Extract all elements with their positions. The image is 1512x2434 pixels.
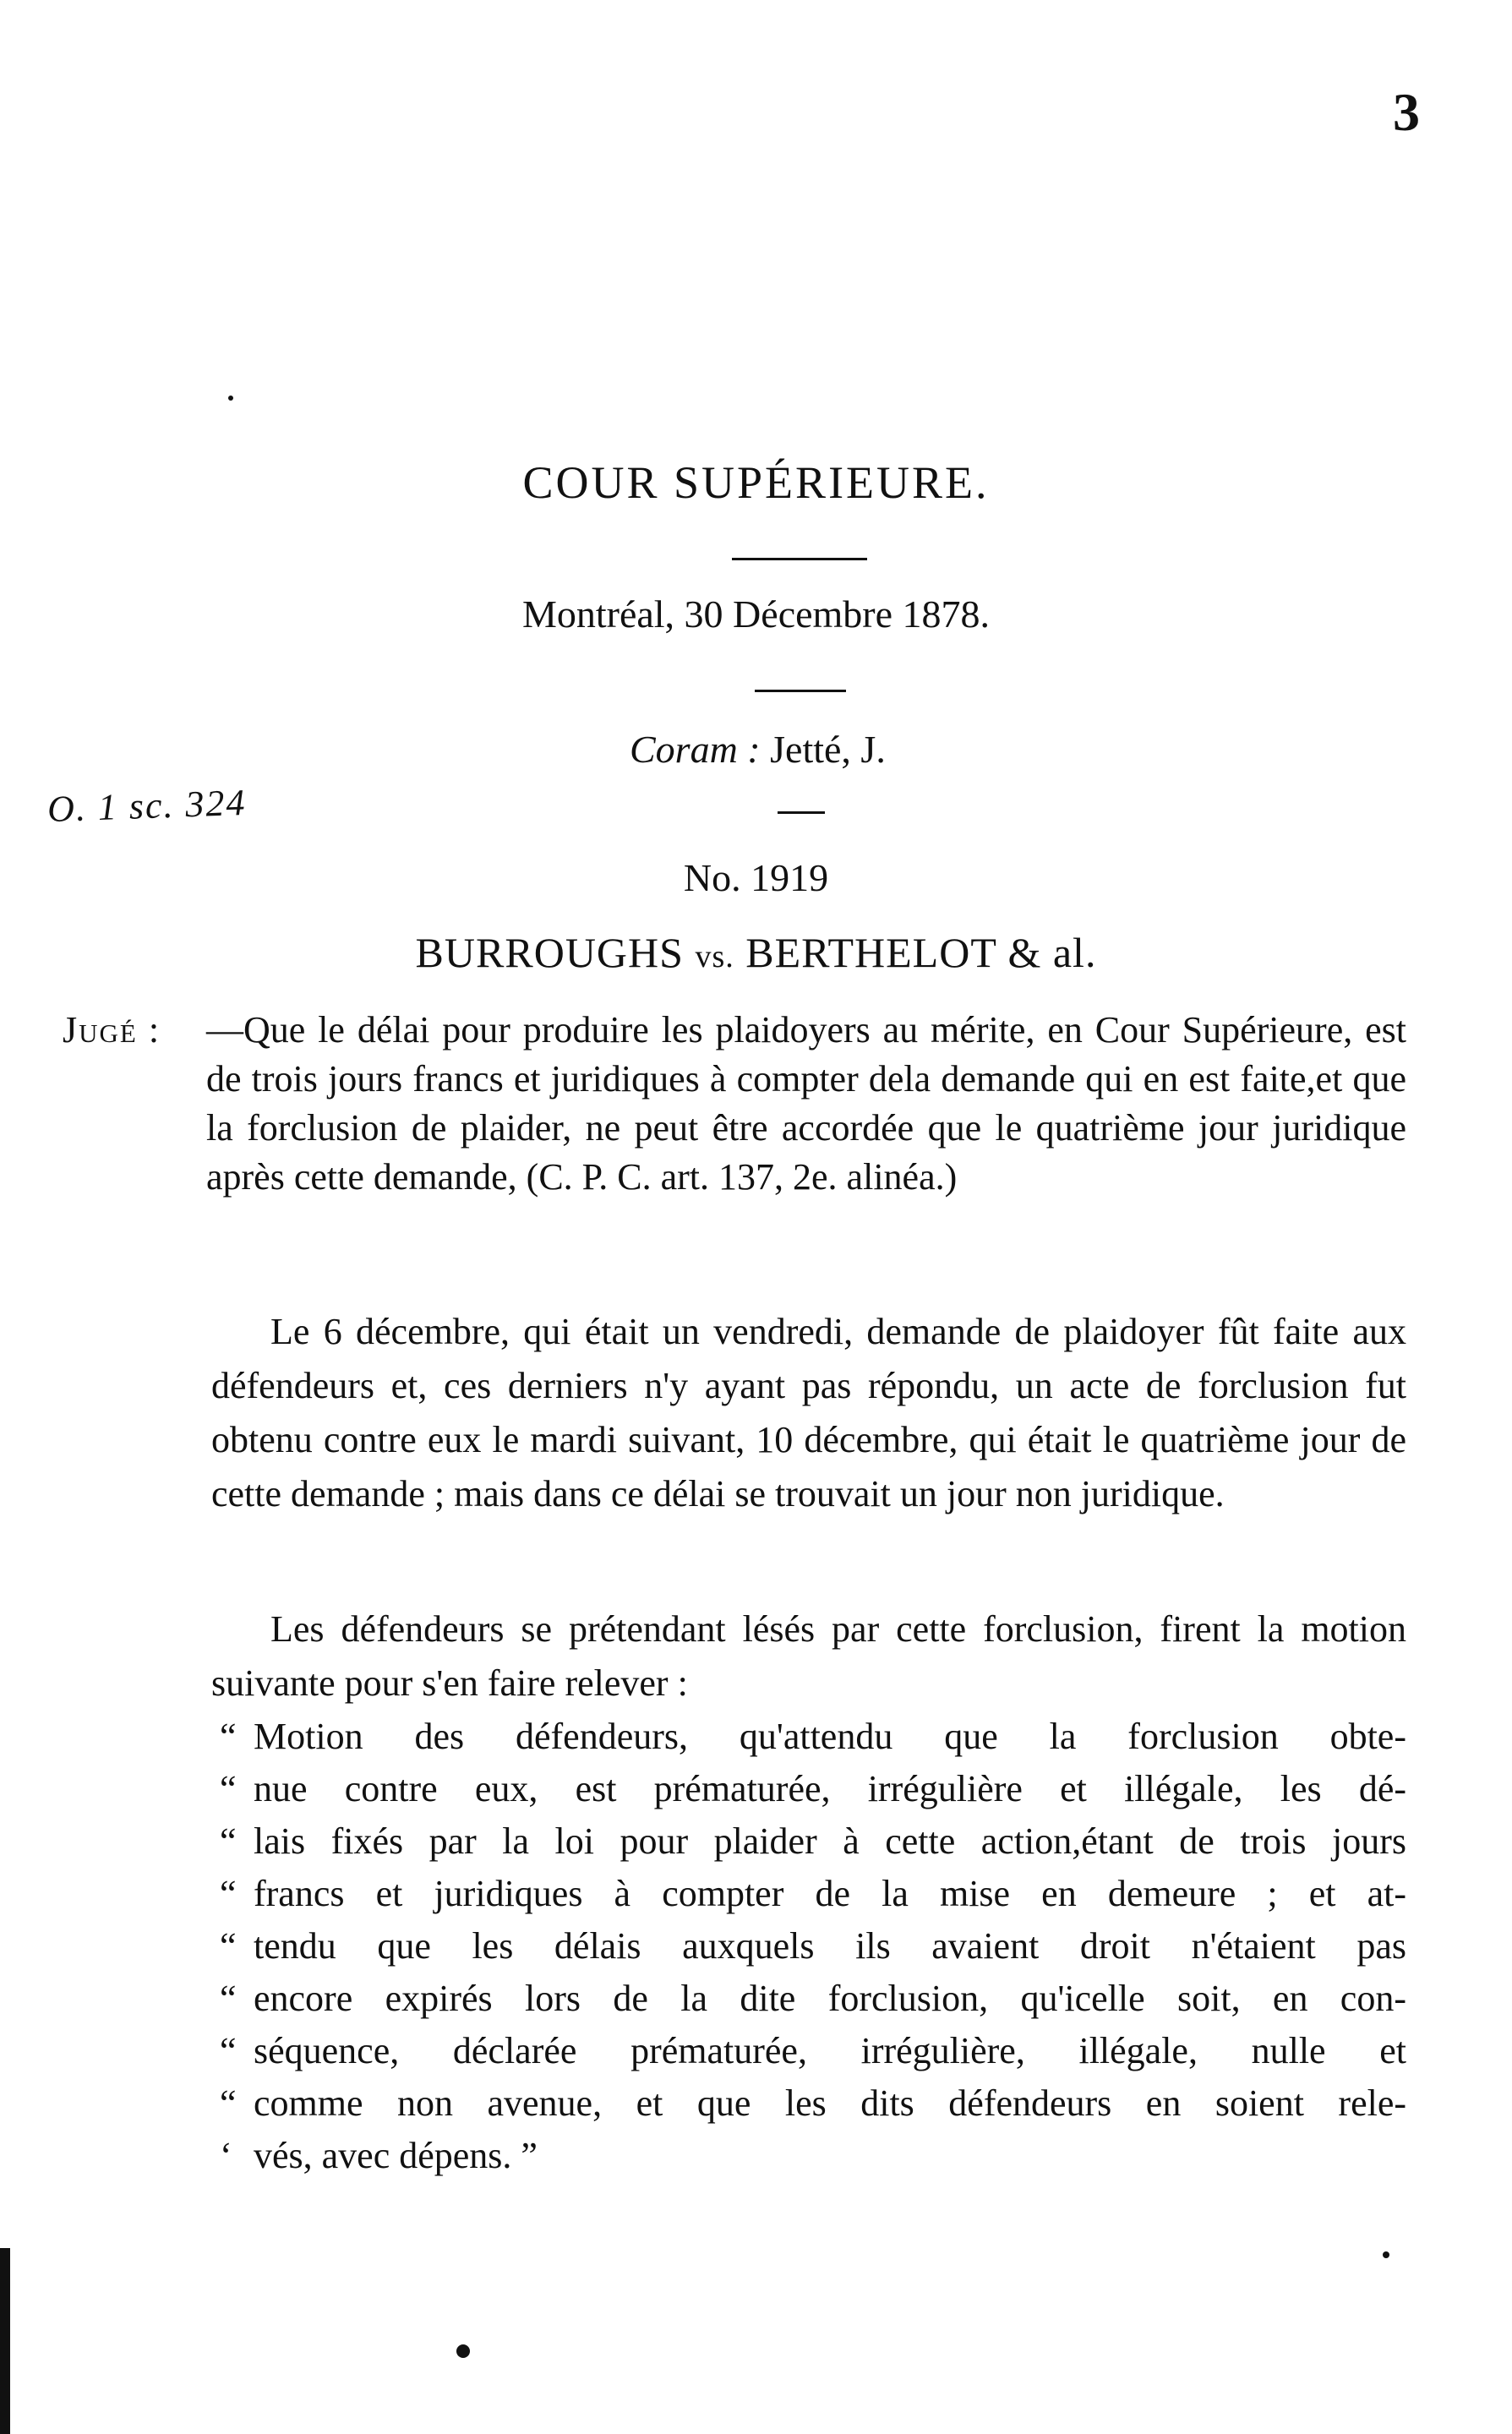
quote-mark: “ bbox=[220, 1873, 237, 1914]
page-number: 3 bbox=[1393, 82, 1420, 142]
quote-mark: “ bbox=[220, 1820, 237, 1862]
motion-line-text: tendu que les délais auxquels ils avaient droit n'étaient pas bbox=[254, 1925, 1406, 1967]
motion-line-text: séquence, déclarée prématurée, irrégulière, illégale, nulle et bbox=[254, 2030, 1406, 2071]
case-parties bbox=[0, 928, 1512, 977]
quote-mark: “ bbox=[220, 2082, 237, 2124]
divider-rule bbox=[732, 558, 867, 560]
quote-mark: “ bbox=[220, 1768, 237, 1809]
motion-line-text: encore expirés lors de la dite forclusion, qu'icelle soit, en con- bbox=[254, 1978, 1406, 2019]
motion-line-text: comme non avenue, et que les dits défendeurs en soient rele- bbox=[254, 2082, 1406, 2124]
coram-judge: Jetté, J. bbox=[770, 728, 886, 771]
motion-line-text: lais fixés par la loi pour plaider à cette action,étant de trois jours bbox=[254, 1820, 1406, 1862]
ink-speck bbox=[456, 2344, 470, 2358]
body-paragraph-1: Le 6 décembre, qui était un vendredi, demande de plaidoyer fût faite aux défendeurs et, ces derniers n'y ayant pas répondu, un acte de forclusion fut obtenu contre eux le mardi suivant, 10 décembre, qui était le quatrième jour de cette demande ; mais dans ce délai se trouvait un jour non juridique. bbox=[211, 1311, 1406, 1514]
ink-speck bbox=[1383, 2251, 1389, 2258]
motion-quote bbox=[220, 1711, 1406, 2182]
coram-label: Coram : bbox=[630, 728, 761, 771]
case-number: No. 1919 bbox=[683, 856, 829, 899]
quote-mark: “ bbox=[220, 1978, 237, 2019]
body-paragraph-2: Les défendeurs se prétendant lésés par cette forclusion, firent la motion suivante pour s'en faire relever : bbox=[211, 1608, 1406, 1704]
headnote-label: Jugé : bbox=[63, 1009, 161, 1051]
motion-line bbox=[220, 2077, 1406, 2130]
headnote-text: —Que le délai pour produire les plaidoyers au mérite, en Cour Supérieure, est de trois jours francs et juridiques à compter dela demande qui en est faite,et que la forclusion de plaider, ne peut être accordée que le quatrième jour juridique après cette demande, (C. P. C. art. 137, 2e. alinéa.) bbox=[206, 1009, 1406, 1198]
quote-mark: “ bbox=[220, 1716, 237, 1757]
motion-line bbox=[220, 1815, 1406, 1868]
quote-mark: ‘ bbox=[220, 2135, 232, 2176]
scan-edge-shadow bbox=[0, 2248, 10, 2434]
plaintiff-name: BURROUGHS bbox=[415, 929, 684, 976]
motion-line bbox=[220, 1973, 1406, 2025]
headnote bbox=[63, 1006, 1406, 1202]
motion-line bbox=[220, 2025, 1406, 2077]
motion-line-text: vés, avec dépens. ” bbox=[254, 2135, 538, 2176]
court-title: COUR SUPÉRIEURE. bbox=[522, 457, 990, 508]
quote-mark: “ bbox=[220, 2030, 237, 2071]
motion-line bbox=[220, 2130, 1406, 2182]
coram-line bbox=[630, 727, 886, 772]
divider-rule bbox=[778, 811, 825, 814]
handwritten-margin-note: O. 1 sc. 324 bbox=[46, 781, 248, 831]
motion-line-text: francs et juridiques à compter de la mise en demeure ; et at- bbox=[254, 1873, 1406, 1914]
motion-line bbox=[220, 1920, 1406, 1973]
defendant-name: BERTHELOT & al. bbox=[745, 929, 1097, 976]
ink-speck bbox=[228, 396, 233, 401]
place-date: Montréal, 30 Décembre 1878. bbox=[521, 592, 991, 636]
motion-line bbox=[220, 1868, 1406, 1920]
divider-rule bbox=[755, 690, 846, 692]
motion-line-text: nue contre eux, est prématurée, irrégulière et illégale, les dé- bbox=[254, 1768, 1406, 1809]
motion-line bbox=[220, 1711, 1406, 1763]
versus-label: vs. bbox=[695, 939, 734, 974]
motion-line bbox=[220, 1763, 1406, 1815]
motion-line-text: Motion des défendeurs, qu'attendu que la forclusion obte- bbox=[254, 1716, 1406, 1757]
quote-mark: “ bbox=[220, 1925, 237, 1967]
